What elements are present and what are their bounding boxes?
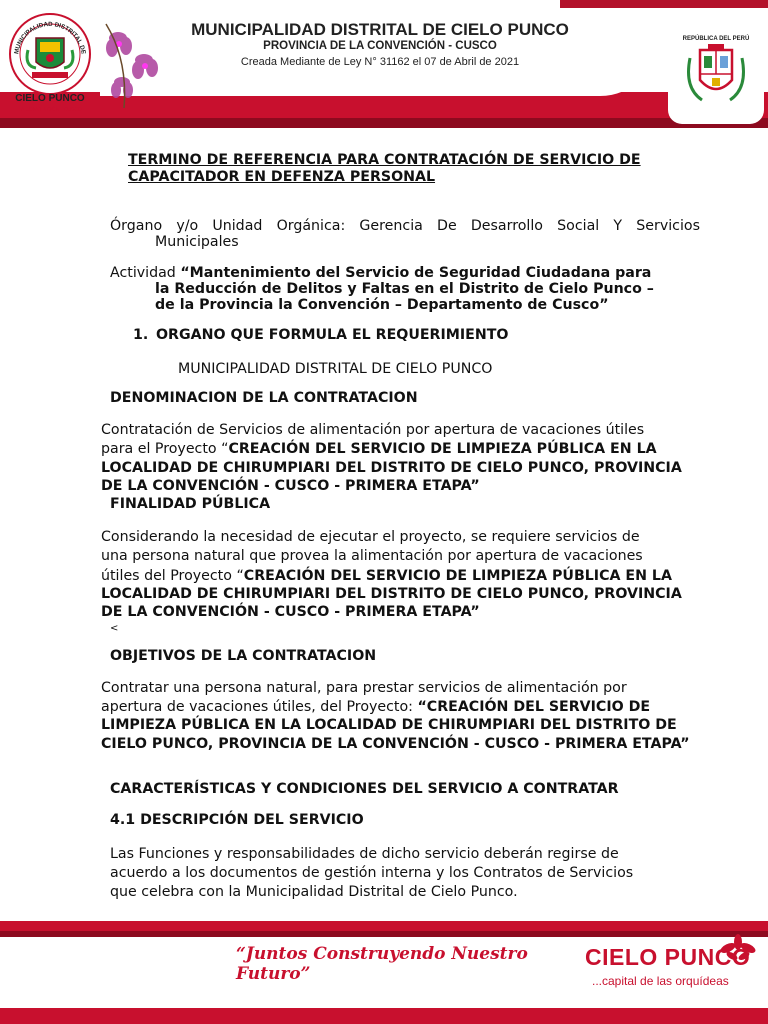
document-title-line2: CAPACITADOR EN DEFENZA PERSONAL bbox=[128, 169, 436, 185]
section-1-heading: ORGANO QUE FORMULA EL REQUERIMIENTO bbox=[156, 327, 509, 343]
section-2-line2 bbox=[101, 440, 657, 458]
section-4-line2-plain: apertura de vacaciones útiles, del Proyecto: bbox=[101, 699, 418, 715]
section-4-1-line2: acuerdo a los documentos de gestión interna y los Contratos de Servicios bbox=[110, 865, 634, 881]
section-4-1-line3: que celebra con la Municipalidad Distrital de Cielo Punco. bbox=[110, 884, 518, 900]
creation-law-text: Creada Mediante de Ley N° 31162 el 07 de Abril de 2021 bbox=[240, 56, 520, 68]
organo-line1: Órgano y/o Unidad Orgánica: Gerencia De Desarrollo Social Y Servicios bbox=[110, 218, 700, 234]
footer-brand-name: CIELO PUNCO bbox=[585, 944, 751, 970]
section-3-line1: Considerando la necesidad de ejecutar el proyecto, se requiere servicios de bbox=[101, 529, 640, 545]
section-3-line3 bbox=[101, 567, 672, 585]
section-3-heading: FINALIDAD PÚBLICA bbox=[110, 496, 271, 512]
section-4-line2-bold: “CREACIÓN DEL SERVICIO DE bbox=[417, 699, 651, 715]
section-3-line4: LOCALIDAD DE CHIRUMPIARI DEL DISTRITO DE CIELO PUNCO, PROVINCIA bbox=[101, 586, 682, 602]
peru-emblem-box bbox=[668, 18, 764, 124]
section-4-line4: CIELO PUNCO, PROVINCIA DE LA CONVENCIÓN - CUSCO - PRIMERA ETAPA” bbox=[101, 736, 690, 752]
section-3-line3-bold: CREACIÓN DEL SERVICIO DE LIMPIEZA PÚBLICA EN LA bbox=[243, 568, 672, 584]
actividad-line2: la Reducción de Delitos y Faltas en el Distrito de Cielo Punco – bbox=[155, 281, 654, 297]
section-3-line5: DE LA CONVENCIÓN - CUSCO - PRIMERA ETAPA” bbox=[101, 604, 480, 620]
section-4-1-line1: Las Funciones y responsabilidades de dicho servicio deberán regirse de bbox=[110, 846, 619, 862]
section-2-line3: LOCALIDAD DE CHIRUMPIARI DEL DISTRITO DE CIELO PUNCO, PROVINCIA bbox=[101, 460, 682, 476]
section-4-line3: LIMPIEZA PÚBLICA EN LA LOCALIDAD DE CHIRUMPIARI DEL DISTRITO DE bbox=[101, 717, 677, 733]
peru-coat-of-arms-icon bbox=[668, 18, 764, 124]
header-dark-band bbox=[0, 118, 768, 128]
document-title-line1: TERMINO DE REFERENCIA PARA CONTRATACIÓN DE SERVICIO DE bbox=[128, 152, 641, 168]
footer-dark-band bbox=[0, 931, 768, 937]
actividad-name-part1: “Mantenimiento del Servicio de Seguridad Ciudadana para bbox=[180, 265, 652, 281]
section-4-heading: OBJETIVOS DE LA CONTRATACION bbox=[110, 648, 377, 664]
footer-red-band bbox=[0, 921, 768, 931]
footer-bottom-band bbox=[0, 1008, 768, 1024]
section-4-1-heading: 4.1 DESCRIPCIÓN DEL SERVICIO bbox=[110, 812, 364, 828]
stray-mark: < bbox=[110, 623, 119, 634]
province-subtitle: PROVINCIA DE LA CONVENCIÓN - CUSCO bbox=[263, 40, 497, 52]
logo-ring-text: MUNICIPALIDAD DISTRITAL DE bbox=[13, 20, 87, 55]
municipality-title: MUNICIPALIDAD DISTRITAL DE CIELO PUNCO bbox=[191, 20, 569, 39]
section-3-line3-plain: útiles del Proyecto “ bbox=[101, 568, 244, 584]
section-3-line2: una persona natural que provea la alimentación por apertura de vacaciones bbox=[101, 548, 643, 564]
section-2-heading: DENOMINACION DE LA CONTRATACION bbox=[110, 390, 418, 406]
section-2-line4: DE LA CONVENCIÓN - CUSCO - PRIMERA ETAPA” bbox=[101, 478, 480, 494]
peru-emblem-text: REPÚBLICA DEL PERÚ bbox=[682, 36, 750, 42]
section-1-body: MUNICIPALIDAD DISTRITAL DE CIELO PUNCO bbox=[178, 361, 493, 377]
section-2-line2-bold: CREACIÓN DEL SERVICIO DE LIMPIEZA PÚBLICA EN LA bbox=[228, 441, 657, 457]
organo-line2: Municipales bbox=[155, 234, 239, 250]
actividad-line3: de la Provincia la Convención – Departamento de Cusco” bbox=[155, 297, 609, 313]
section-4-line2 bbox=[101, 698, 650, 716]
footer-slogan: “Juntos Construyendo Nuestro Futuro” bbox=[236, 944, 528, 984]
municipal-shield-logo bbox=[4, 6, 96, 116]
letterhead-header bbox=[0, 0, 768, 135]
logo-city-name: CIELO PUNCO bbox=[15, 93, 85, 104]
actividad-label: Actividad bbox=[110, 265, 181, 281]
section-1-number: 1. bbox=[133, 327, 149, 343]
header-top-stripe bbox=[560, 0, 768, 8]
section-2-line2-plain: para el Proyecto “ bbox=[101, 441, 229, 457]
section-5-heading: CARACTERÍSTICAS Y CONDICIONES DEL SERVICIO A CONTRATAR bbox=[110, 781, 619, 797]
footer-tagline: ...capital de las orquídeas bbox=[592, 974, 729, 988]
section-4-line1: Contratar una persona natural, para prestar servicios de alimentación por bbox=[101, 680, 627, 696]
logo-place-name: LA CONVENCIÓN - CUSCO bbox=[18, 107, 82, 113]
section-2-line1: Contratación de Servicios de alimentación por apertura de vacaciones útiles bbox=[101, 422, 645, 438]
